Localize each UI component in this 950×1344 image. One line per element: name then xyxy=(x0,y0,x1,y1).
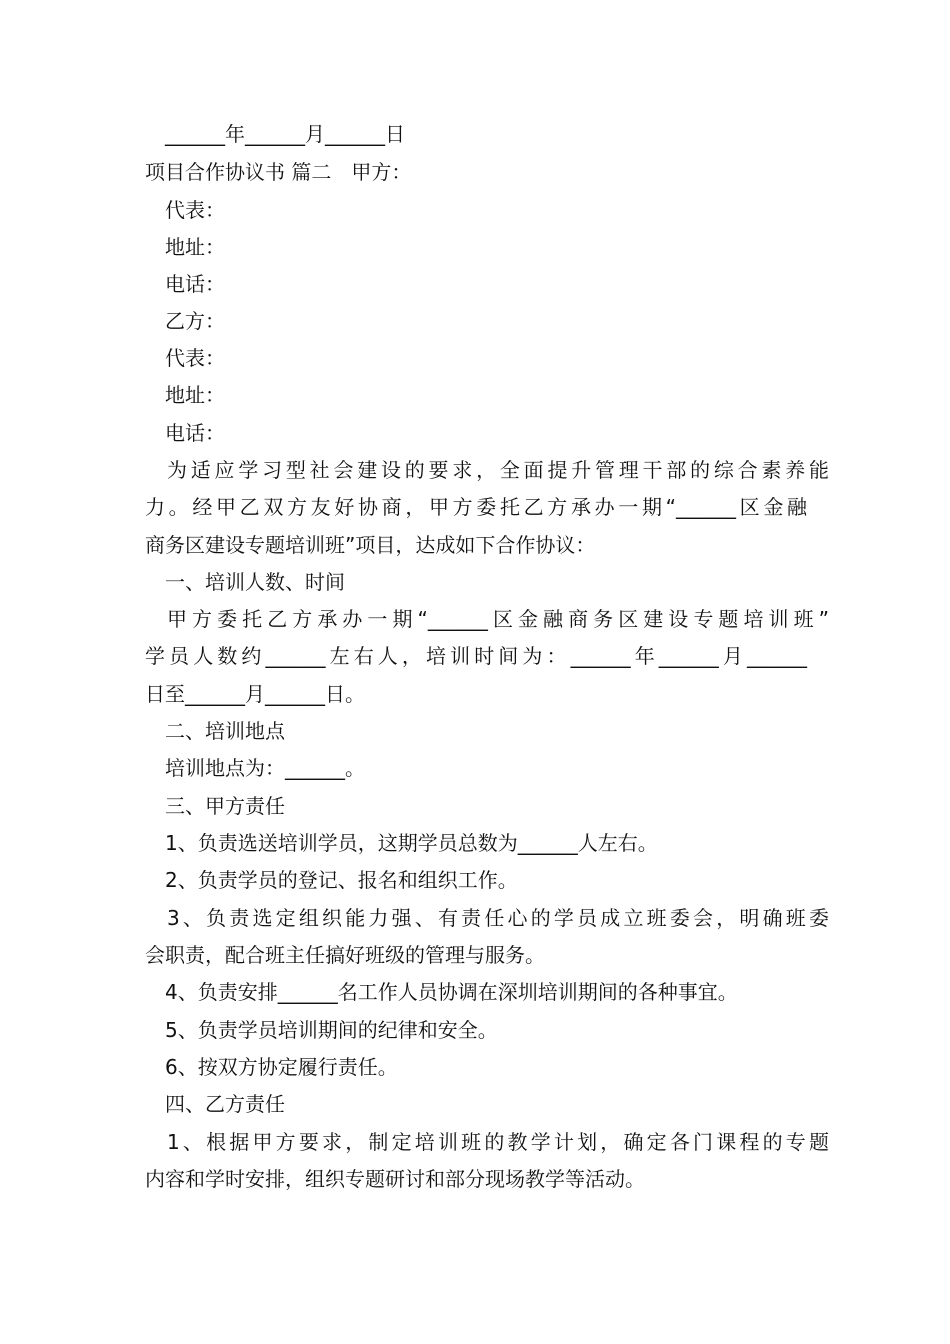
section-4-item-1-cont: 内容和学时安排，组织专题研讨和部分现场教学等活动。 xyxy=(145,1167,645,1191)
section-3-item-3-cont: 会职责，配合班主任搞好班级的管理与服务。 xyxy=(145,943,545,967)
date-line: ______年______月______日 xyxy=(165,122,405,146)
document-heading: 项目合作协议书 篇二 甲方： xyxy=(145,160,412,184)
section-3-item-2: 2、负责学员的登记、报名和组织工作。 xyxy=(165,868,518,892)
intro-line: 为适应学习型社会建设的要求，全面提升管理干部的综合素养能 xyxy=(167,458,829,482)
intro-line: 力。经甲乙双方友好协商，甲方委托乙方承办一期“______区金融 xyxy=(145,495,807,519)
section-1-title: 一、培训人数、时间 xyxy=(165,570,345,594)
section-4-item-1: 1、根据甲方要求，制定培训班的教学计划，确定各门课程的专题 xyxy=(167,1130,829,1154)
section-1-line: 甲方委托乙方承办一期“______区金融商务区建设专题培训班” xyxy=(167,607,829,631)
party-b-address: 地址： xyxy=(165,383,225,407)
party-a-address: 地址： xyxy=(165,235,225,259)
section-3-item-6: 6、按双方协定履行责任。 xyxy=(165,1055,398,1079)
party-b-rep: 代表： xyxy=(165,346,225,370)
section-1-line: 日至______月______日。 xyxy=(145,682,365,706)
party-b-label: 乙方： xyxy=(165,309,225,333)
section-3-title: 三、甲方责任 xyxy=(165,794,285,818)
party-b-phone: 电话： xyxy=(165,421,225,445)
section-1-line: 学员人数约______左右人，培训时间为：______年______月______ xyxy=(145,644,807,668)
section-3-item-5: 5、负责学员培训期间的纪律和安全。 xyxy=(165,1018,498,1042)
section-2-title: 二、培训地点 xyxy=(165,719,285,743)
section-3-item-4: 4、负责安排______名工作人员协调在深圳培训期间的各种事宜。 xyxy=(165,980,738,1004)
intro-line: 商务区建设专题培训班”项目，达成如下合作协议： xyxy=(145,533,596,557)
section-3-item-3: 3、负责选定组织能力强、有责任心的学员成立班委会，明确班委 xyxy=(167,906,829,930)
section-4-title: 四、乙方责任 xyxy=(165,1092,285,1116)
party-a-rep: 代表： xyxy=(165,198,225,222)
party-a-phone: 电话： xyxy=(165,272,225,296)
section-3-item-1: 1、负责选送培训学员，这期学员总数为______人左右。 xyxy=(165,831,658,855)
section-2-line: 培训地点为：______。 xyxy=(165,756,365,780)
